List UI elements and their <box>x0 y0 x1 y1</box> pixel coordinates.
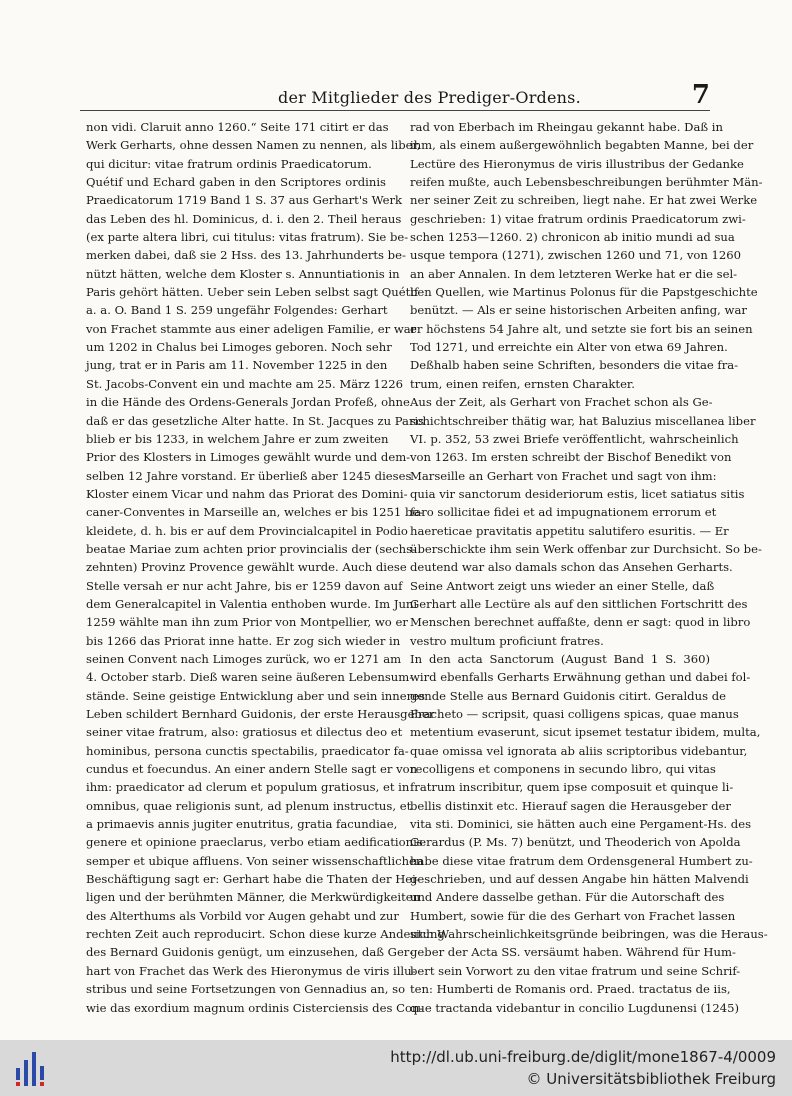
text-line: des Bernard Guidonis genügt, um einzusehen, daß Ger- <box>86 945 414 960</box>
text-line: geschrieben: 1) vitae fratrum ordinis Praedicatorum zwi- <box>410 211 746 226</box>
text-line: geber der Acta SS. versäumt haben. Während für Hum- <box>410 945 736 960</box>
text-line: Deßhalb haben seine Schriften, besonders die vitae fra- <box>410 358 739 373</box>
text-line: ligen und der berühmten Männer, die Merkwürdigkeiten <box>86 890 421 905</box>
text-line: ten: Humberti de Romanis ord. Praed. tractatus de iis, <box>410 982 731 997</box>
right-text-column <box>410 118 768 1017</box>
copyright-notice: © Universitätsbibliothek Freiburg <box>526 1070 776 1088</box>
text-line: a primaevis annis jugiter enutritus, gratia facundiae, <box>86 817 398 832</box>
text-line: bert sein Vorwort zu den vitae fratrum und seine Schrif- <box>410 963 741 978</box>
text-line: dem Generalcapitel in Valentia enthoben wurde. Im Juni <box>86 596 418 611</box>
text-line: kleidete, d. h. bis er auf dem Provincialcapitel in Podio <box>86 523 408 538</box>
header-rule <box>80 110 710 111</box>
text-line: que tractanda videbantur in concilio Lugdunensi (1245) <box>410 1000 740 1015</box>
text-line: caner-Conventes in Marseille an, welches er bis 1251 be- <box>86 505 424 520</box>
text-line: fratrum inscribitur, quem ipse composuit et quinque li- <box>410 780 734 795</box>
text-line: ihm, als einem außergewöhnlich begabten Manne, bei der <box>410 138 754 153</box>
text-line: von Frachet stammte aus einer adeligen Familie, er war <box>86 321 417 336</box>
text-line: rechten Zeit auch reproducirt. Schon diese kurze Andeutung <box>86 927 445 942</box>
text-line: nützt hätten, welche dem Kloster s. Annuntiationis in <box>86 266 400 281</box>
text-line: hominibus, persona cunctis spectabilis, praedicator fa- <box>86 743 409 758</box>
text-line: 4. October starb. Dieß waren seine äußeren Lebensum- <box>86 670 414 685</box>
text-line: Gerhart alle Lectüre als auf den sittlichen Fortschritt des <box>410 596 748 611</box>
text-line: qui dicitur: vitae fratrum ordinis Praedicatorum. <box>86 156 372 171</box>
text-line: überschickte ihm sein Werk offenbar zur Durchsicht. So be- <box>410 541 762 556</box>
text-line: ihm: praedicator ad clerum et populum gratiosus, et in <box>86 780 410 795</box>
text-line: recolligens et componens in secundo libro, qui vitas <box>410 762 716 777</box>
text-line: omnibus, quae religionis sunt, ad plenum instructus, et <box>86 798 412 813</box>
text-line: trum, einen reifen, ernsten Charakter. <box>410 376 635 391</box>
text-line: stribus und seine Fortsetzungen von Gennadius an, so <box>86 982 406 997</box>
text-line: Marseille an Gerhart von Frachet und sagt von ihm: <box>410 468 717 483</box>
text-line: reifen mußte, auch Lebensbeschreibungen berühmter Män- <box>410 175 763 190</box>
left-text-column <box>86 118 445 1017</box>
text-line: bis 1266 das Priorat inne hatte. Er zog sich wieder in <box>86 633 401 648</box>
text-line: haereticae pravitatis appetitu salutifero esuritis. — Er <box>410 523 729 538</box>
text-line: an aber Annalen. In dem letzteren Werke hat er die sel- <box>410 266 738 281</box>
text-line: von 1263. Im ersten schreibt der Bischof Benedikt von <box>410 450 732 465</box>
text-line: semper et ubique affluens. Von seiner wissenschaftlichen <box>86 853 424 868</box>
text-line: In den acta Sanctorum (August Band 1 S. 360) <box>410 651 710 666</box>
text-line: (ex parte altera libri, cui titulus: vitas fratrum). Sie be- <box>86 230 409 245</box>
text-line: St. Jacobs-Convent ein und machte am 25. März 1226 <box>86 376 404 391</box>
text-line: seinen Convent nach Limoges zurück, wo er 1271 am <box>86 651 402 666</box>
text-line: Praedicatorum 1719 Band 1 S. 37 aus Gerhart's Werk <box>86 193 403 208</box>
text-line: schichtschreiber thätig war, hat Baluzius miscellanea liber <box>410 413 756 428</box>
text-line: Lectüre des Hieronymus de viris illustribus der Gedanke <box>410 156 744 171</box>
page-number: 7 <box>691 80 710 110</box>
text-line: Stelle versah er nur acht Jahre, bis er 1259 davon auf <box>86 578 403 593</box>
text-line: Gerardus (P. Ms. 7) benützt, und Theoderich von Apolda <box>410 835 741 850</box>
text-line: und Andere dasselbe gethan. Für die Autorschaft des <box>410 890 725 905</box>
text-line: schen 1253—1260. 2) chronicon ab initio mundi ad sua <box>410 230 735 245</box>
text-line: Menschen berechnet auffaßte, denn er sagt: quod in libro <box>410 615 751 630</box>
viewer-footer-bar <box>0 1040 792 1096</box>
text-line: beatae Mariae zum achten prior provincialis der (sechs- <box>86 541 416 556</box>
text-line: bellis distinxit etc. Hierauf sagen die Herausgeber der <box>410 798 731 813</box>
text-line: stände. Seine geistige Entwicklung aber und sein inneres <box>86 688 425 703</box>
page-header <box>78 80 718 118</box>
text-line: gende Stelle aus Bernard Guidonis citirt. Geraldus de <box>410 688 726 703</box>
text-line: das Leben des hl. Dominicus, d. i. den 2. Theil heraus <box>86 211 402 226</box>
text-line: sich Wahrscheinlichkeitsgründe beibringen, was die Heraus- <box>410 927 768 942</box>
text-line: merken dabei, daß sie 2 Hss. des 13. Jahrhunderts be- <box>86 248 406 263</box>
running-title: der Mitglieder des Prediger-Ordens. <box>278 88 581 107</box>
text-line: Humbert, sowie für die des Gerhart von Frachet lassen <box>410 908 736 923</box>
text-line: geschrieben, und auf dessen Angabe hin hätten Malvendi <box>410 872 749 887</box>
text-line: benützt. — Als er seine historischen Arbeiten anfing, war <box>410 303 747 318</box>
text-line: habe diese vitae fratrum dem Ordensgeneral Humbert zu- <box>410 853 753 868</box>
text-line: er höchstens 54 Jahre alt, und setzte sie fort bis an seinen <box>410 321 753 336</box>
text-line: deutend war also damals schon das Ansehen Gerharts. <box>410 560 733 575</box>
text-line: Paris gehört hätten. Ueber sein Leben selbst sagt Quétif <box>86 285 419 300</box>
text-line: Tod 1271, und erreichte ein Alter von etwa 69 Jahren. <box>410 340 728 355</box>
text-line: vestro multum proficiunt fratres. <box>410 633 604 648</box>
text-line: Quétif und Echard gaben in den Scriptores ordinis <box>86 175 386 190</box>
text-line: seiner vitae fratrum, also: gratiosus et dilectus deo et <box>86 725 403 740</box>
text-line: usque tempora (1271), zwischen 1260 und 71, von 1260 <box>410 248 742 263</box>
text-line: Seine Antwort zeigt uns wieder an einer Stelle, daß <box>410 578 715 593</box>
text-line: vita sti. Dominici, sie hätten auch eine Pergament-Hs. des <box>410 817 752 832</box>
text-line: quia vir sanctorum desideriorum estis, licet satiatus sitis <box>410 486 745 501</box>
text-line: blieb er bis 1233, in welchem Jahre er zum zweiten <box>86 431 389 446</box>
page-url-link[interactable]: http://dl.ub.uni-freiburg.de/diglit/mone1867-4/0009 <box>390 1048 776 1066</box>
text-line: wie das exordium magnum ordinis Cisterciensis des Con- <box>86 1000 424 1015</box>
text-line: cundus et foecundus. An einer andern Stelle sagt er von <box>86 762 418 777</box>
text-line: rad von Eberbach im Rheingau gekannt habe. Daß in <box>410 120 723 134</box>
text-line: daß er das gesetzliche Alter hatte. In St. Jacques zu Paris <box>86 413 425 428</box>
text-line: genere et opinione praeclarus, verbo etiam aedificationis <box>86 835 423 850</box>
text-line: ner seiner Zeit zu schreiben, liegt nahe. Er hat zwei Werke <box>410 193 758 208</box>
text-line: jung, trat er in Paris am 11. November 1225 in den <box>86 358 388 373</box>
text-line: Fracheto — scripsit, quasi colligens spicas, quae manus <box>410 707 739 721</box>
text-line: Werk Gerharts, ohne dessen Namen zu nennen, als liber, <box>86 138 421 153</box>
text-line: Prior des Klosters in Limoges gewählt wurde und dem- <box>86 450 411 465</box>
text-line: a. a. O. Band 1 S. 259 ungefähr Folgendes: Gerhart <box>86 303 388 318</box>
text-line: zehnten) Provinz Provence gewählt wurde. Auch diese <box>86 560 407 575</box>
text-line: Leben schildert Bernhard Guidonis, der erste Herausgeber <box>86 707 435 721</box>
text-line: ben Quellen, wie Martinus Polonus für die Papstgeschichte <box>410 285 758 300</box>
text-line: 1259 wählte man ihn zum Prior von Montpellier, wo er <box>86 615 408 630</box>
ub-freiburg-logo-icon[interactable] <box>12 1048 52 1088</box>
text-line: Kloster einem Vicar und nahm das Priorat des Domini- <box>86 486 408 501</box>
text-line: um 1202 in Chalus bei Limoges geboren. Noch sehr <box>86 340 392 355</box>
text-line: selben 12 Jahre vorstand. Er überließ aber 1245 dieses <box>86 468 412 483</box>
text-line: non vidi. Claruit anno 1260.“ Seite 171 citirt er das <box>86 120 389 134</box>
text-line: Beschäftigung sagt er: Gerhart habe die Thaten der Hei- <box>86 872 420 887</box>
text-line: faro sollicitae fidei et ad impugnationem errorum et <box>410 505 717 520</box>
text-line: hart von Frachet das Werk des Hieronymus de viris illu- <box>86 963 416 978</box>
text-line: des Alterthums als Vorbild vor Augen gehabt und zur <box>86 908 399 923</box>
text-line: in die Hände des Ordens-Generals Jordan Profeß, ohne <box>86 395 410 410</box>
text-line: Aus der Zeit, als Gerhart von Frachet schon als Ge- <box>410 395 713 410</box>
text-line: wird ebenfalls Gerharts Erwähnung gethan und dabei fol- <box>410 670 751 685</box>
text-line: metentium evaserunt, sicut ipsemet testatur ibidem, multa, <box>410 725 761 740</box>
text-line: quae omissa vel ignorata ab aliis scriptoribus videbantur, <box>410 743 748 758</box>
text-line: VI. p. 352, 53 zwei Briefe veröffentlicht, wahrscheinlich <box>410 431 739 446</box>
